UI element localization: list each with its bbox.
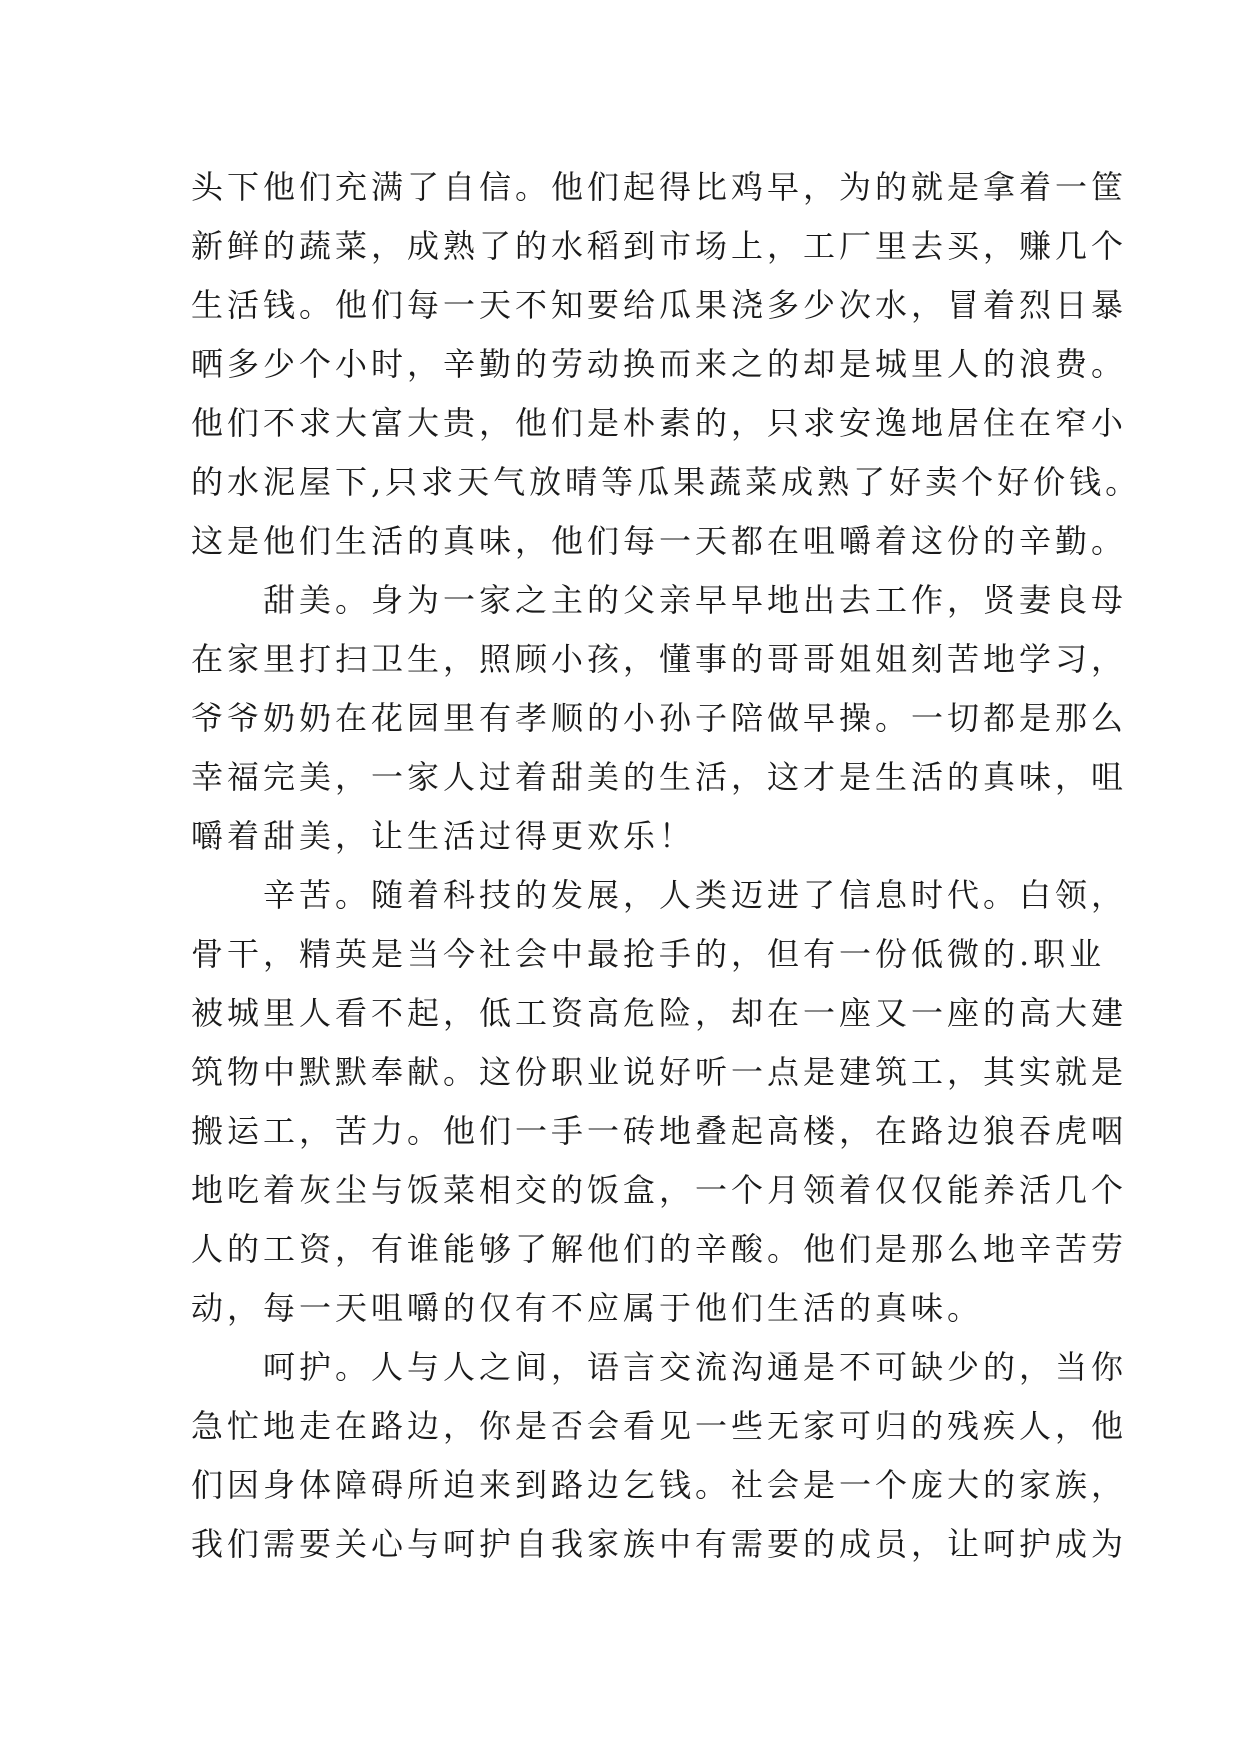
text-line: 筑物中默默奉献。这份职业说好听一点是建筑工，其实就是 bbox=[191, 1053, 1128, 1091]
text-line: 搬运工，苦力。他们一手一砖地叠起高楼，在路边狼吞虎咽 bbox=[191, 1112, 1128, 1150]
text-line: 急忙地走在路边，你是否会看见一些无家可归的残疾人，他 bbox=[191, 1407, 1128, 1445]
text-line: 头下他们充满了自信。他们起得比鸡早，为的就是拿着一筐 bbox=[191, 168, 1128, 206]
text-line: 骨干，精英是当今社会中最抢手的，但有一份低微的.职业 bbox=[191, 935, 1106, 973]
text-line: 幸福完美，一家人过着甜美的生活，这才是生活的真味，咀 bbox=[191, 758, 1128, 796]
document-body bbox=[191, 158, 1142, 1574]
text-line: 生活钱。他们每一天不知要给瓜果浇多少次水，冒着烈日暴 bbox=[191, 286, 1128, 324]
text-line: 被城里人看不起，低工资高危险，却在一座又一座的高大建 bbox=[191, 994, 1128, 1032]
paragraph bbox=[191, 1338, 1128, 1574]
text-line: 呵护。人与人之间，语言交流沟通是不可缺少的，当你 bbox=[263, 1348, 1128, 1386]
text-line: 爷爷奶奶在花园里有孝顺的小孙子陪做早操。一切都是那么 bbox=[191, 699, 1128, 737]
text-line: 们因身体障碍所迫来到路边乞钱。社会是一个庞大的家族， bbox=[191, 1466, 1128, 1504]
text-line: 我们需要关心与呵护自我家族中有需要的成员，让呵护成为 bbox=[191, 1525, 1128, 1563]
text-line: 地吃着灰尘与饭菜相交的饭盒，一个月领着仅仅能养活几个 bbox=[191, 1171, 1128, 1209]
text-line: 辛苦。随着科技的发展，人类迈进了信息时代。白领， bbox=[263, 876, 1128, 914]
text-line: 人的工资，有谁能够了解他们的辛酸。他们是那么地辛苦劳 bbox=[191, 1230, 1128, 1268]
paragraph bbox=[191, 158, 1142, 571]
paragraph bbox=[191, 571, 1128, 866]
text-line: 的水泥屋下,只求天气放晴等瓜果蔬菜成熟了好卖个好价钱。 bbox=[191, 463, 1142, 501]
text-line: 晒多少个小时，辛勤的劳动换而来之的却是城里人的浪费。 bbox=[191, 345, 1128, 383]
text-line: 他们不求大富大贵，他们是朴素的，只求安逸地居住在窄小 bbox=[191, 404, 1128, 442]
paragraph bbox=[191, 866, 1128, 1338]
text-line: 在家里打扫卫生，照顾小孩，懂事的哥哥姐姐刻苦地学习， bbox=[191, 640, 1128, 678]
text-line: 新鲜的蔬菜，成熟了的水稻到市场上，工厂里去买，赚几个 bbox=[191, 227, 1128, 265]
text-line: 动，每一天咀嚼的仅有不应属于他们生活的真味。 bbox=[191, 1289, 984, 1327]
text-line: 甜美。身为一家之主的父亲早早地出去工作，贤妻良母 bbox=[263, 581, 1128, 619]
text-line: 嚼着甜美，让生活过得更欢乐！ bbox=[191, 817, 696, 855]
text-line: 这是他们生活的真味，他们每一天都在咀嚼着这份的辛勤。 bbox=[191, 522, 1128, 560]
